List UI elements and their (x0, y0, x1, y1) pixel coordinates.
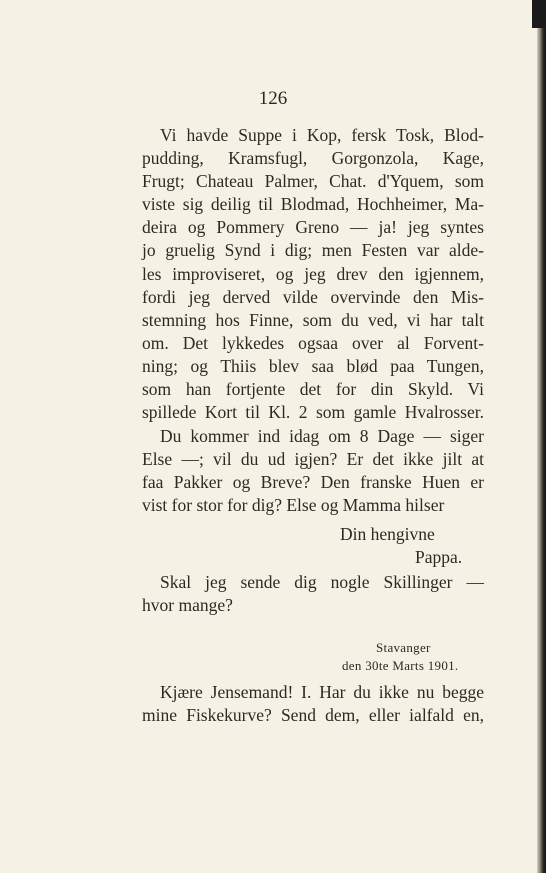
text-line: stemning hos Finne, som du ved, vi har talt (142, 309, 484, 330)
text-line: Else —; vil du ud igjen? Er det ikke jilt at (142, 449, 484, 470)
closing-line: Din hengivne (340, 524, 435, 544)
text-line: Kjære Jensemand! I. Har du ikke nu begge (160, 682, 484, 702)
text-line: les improviseret, og jeg drev den igjennem, (142, 263, 484, 284)
text-line: fordi jeg derved vilde overvinde den Mis- (142, 286, 484, 307)
paragraph-3 (142, 681, 484, 727)
text-line: pudding, Kramsfugl, Gorgonzola, Kage, (142, 148, 484, 169)
text-line: viste sig deilig til Blodmad, Hochheimer, Ma- (142, 194, 484, 215)
signature: Pappa. (415, 547, 463, 567)
dateline-place: Stavanger (376, 640, 431, 655)
text-line: om. Det lykkedes ogsaa over al Forvent- (142, 332, 484, 353)
text-line: jo gruelig Synd i dig; men Festen var alde- (142, 240, 484, 261)
dateline-date: den 30te Marts 1901. (342, 658, 459, 673)
text-line: hvor mange? (142, 595, 233, 616)
text-line: spillede Kort til Kl. 2 som gamle Hvalrosser. (142, 402, 484, 423)
text-line: Vi havde Suppe i Kop, fersk Tosk, Blod- (160, 125, 484, 145)
postscript (142, 571, 484, 617)
text-line: mine Fiskekurve? Send dem, eller ialfald en, (142, 705, 484, 726)
paragraph-2 (142, 425, 484, 517)
page-number: 126 (258, 88, 288, 109)
paragraph-1 (142, 124, 484, 424)
text-line: Du kommer ind idag om 8 Dage — siger (160, 426, 484, 446)
text-line: deira og Pommery Greno — ja! jeg syntes (142, 217, 484, 238)
page-edge-shadow (537, 0, 546, 873)
text-line: Skal jeg sende dig nogle Skillinger — (160, 572, 484, 592)
page-corner-shadow (532, 0, 546, 28)
text-line: faa Pakker og Breve? Den franske Huen er (142, 472, 484, 493)
text-line: Frugt; Chateau Palmer, Chat. d'Yquem, som (142, 171, 484, 192)
text-line: som han fortjente det for din Skyld. Vi (142, 379, 484, 400)
text-line: ning; og Thiis blev saa blød paa Tungen, (142, 355, 484, 376)
text-line: vist for stor for dig? Else og Mamma hilser (142, 495, 445, 516)
